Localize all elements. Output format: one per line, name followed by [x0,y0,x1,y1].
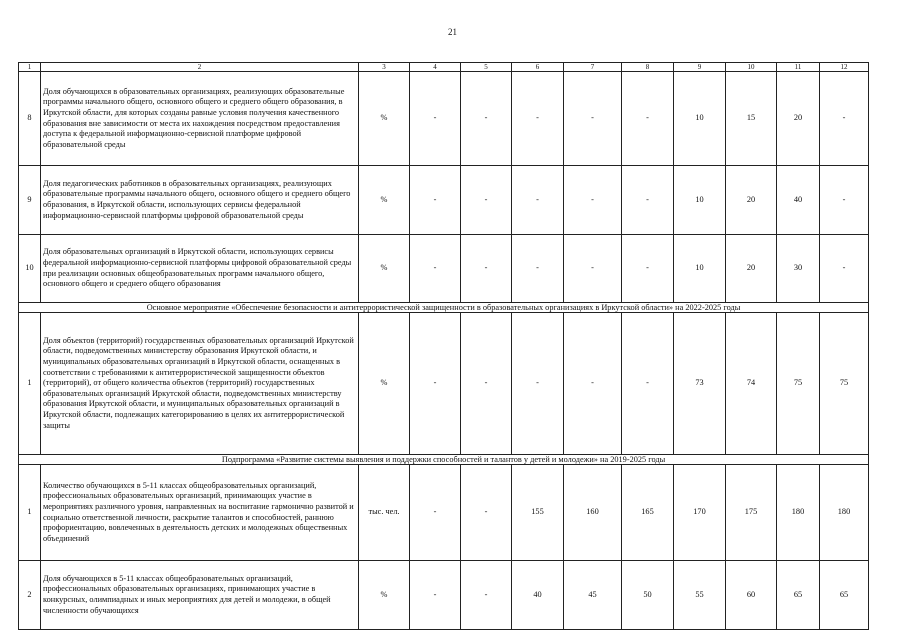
value-cell: 15 [726,72,777,166]
column-header: 6 [512,63,564,72]
value-cell: 75 [777,313,820,455]
value-cell: - [410,313,461,455]
column-header: 12 [820,63,869,72]
value-cell: - [410,561,461,630]
column-header: 9 [674,63,726,72]
value-cell: 74 [726,313,777,455]
value-cell: - [410,72,461,166]
value-cell: 40 [512,561,564,630]
table-row [19,313,869,455]
column-header: 8 [622,63,674,72]
value-cell: - [564,313,622,455]
indicators-table [18,62,869,630]
unit-cell: % [359,561,410,630]
value-cell: - [461,465,512,561]
value-cell: - [564,166,622,235]
value-cell: - [512,313,564,455]
value-cell: 45 [564,561,622,630]
page-number: 21 [448,27,457,37]
indicator-description: Доля образовательных организаций в Иркутской области, использующих сервисы федеральной информационно-сервисной платформы цифровой образовательной среды при реализации основных общеобразовательных программ начального общего, основного общего и среднего общего образования [41,235,359,303]
unit-cell: % [359,313,410,455]
value-cell: - [820,72,869,166]
row-number: 8 [19,72,41,166]
value-cell: - [622,166,674,235]
column-header: 3 [359,63,410,72]
value-cell: 60 [726,561,777,630]
table-row [19,72,869,166]
unit-cell: % [359,235,410,303]
value-cell: - [820,166,869,235]
value-cell: 40 [777,166,820,235]
value-cell: 170 [674,465,726,561]
value-cell: 73 [674,313,726,455]
value-cell: - [512,166,564,235]
row-number: 1 [19,465,41,561]
value-cell: - [622,72,674,166]
value-cell: 30 [777,235,820,303]
value-cell: 180 [820,465,869,561]
value-cell: 75 [820,313,869,455]
value-cell: - [461,313,512,455]
value-cell: - [622,313,674,455]
value-cell: - [564,72,622,166]
indicator-description: Доля педагогических работников в образовательных организациях, реализующих образовательные программы начального общего, основного общего и среднего общего образования, в Иркутской области, использующих сервисы федеральной информационно-сервисной платформы цифровой образовательной среды [41,166,359,235]
value-cell: - [622,235,674,303]
column-header: 4 [410,63,461,72]
value-cell: 55 [674,561,726,630]
value-cell: - [461,561,512,630]
unit-cell: % [359,166,410,235]
value-cell: 65 [777,561,820,630]
row-number: 9 [19,166,41,235]
column-header: 1 [19,63,41,72]
column-header: 2 [41,63,359,72]
value-cell: 10 [674,72,726,166]
value-cell: - [512,235,564,303]
section-row [19,455,869,465]
indicator-description: Доля объектов (территорий) государственных образовательных организаций Иркутской области, подведомственных министерству образования Иркутской области, и муниципальных образовательных организаций в Иркутской области, оснащенных в соответствии с требованиями к антитеррористической защищенности объектов (территорий), от общего количества объектов (территорий) государственных образовательных организаций Иркутской области, подведомственных министерству образования Иркутской области, и муниципальных образовательных организаций в Иркутской области, подлежащих категорированию в целях их антитеррористической защиты [41,313,359,455]
value-cell: - [410,465,461,561]
value-cell: - [461,72,512,166]
row-number: 2 [19,561,41,630]
value-cell: - [564,235,622,303]
value-cell: 180 [777,465,820,561]
value-cell: 20 [726,166,777,235]
section-title: Основное мероприятие «Обеспечение безопасности и антитеррористической защищенности в образовательных организациях в Иркутской области» на 2022-2025 годы [19,303,869,313]
value-cell: - [410,166,461,235]
value-cell: - [461,166,512,235]
table-row [19,561,869,630]
column-header: 11 [777,63,820,72]
value-cell: 10 [674,166,726,235]
table-row [19,465,869,561]
value-cell: 165 [622,465,674,561]
value-cell: 20 [726,235,777,303]
section-row [19,303,869,313]
header-row [19,63,869,72]
value-cell: - [410,235,461,303]
column-header: 10 [726,63,777,72]
column-header: 7 [564,63,622,72]
row-number: 10 [19,235,41,303]
section-title: Подпрограмма «Развитие системы выявления и поддержки способностей и талантов у детей и молодежи» на 2019-2025 годы [19,455,869,465]
table-row [19,166,869,235]
value-cell: 65 [820,561,869,630]
value-cell: 20 [777,72,820,166]
value-cell: - [512,72,564,166]
indicator-description: Доля обучающихся в образовательных организациях, реализующих образовательные программы начального общего, основного общего и среднего общего образования, в Иркутской области, для которых созданы равные условия получения качественного образования вне зависимости от места их нахождения посредством предоставления доступа к федеральной информационно-сервисной платформе цифровой образовательной среды [41,72,359,166]
table-row [19,235,869,303]
indicator-description: Количество обучающихся в 5-11 классах общеобразовательных организаций, профессиональных образовательных организаций, принимающих участие в мероприятиях различного уровня, направленных на воспитание гармонично развитой и социально ответственной личности, раскрытие талантов и способностей, раннюю профориентацию, вовлеченных в деятельность детских и молодежных общественных объединений [41,465,359,561]
row-number: 1 [19,313,41,455]
unit-cell: тыс. чел. [359,465,410,561]
value-cell: 10 [674,235,726,303]
column-header: 5 [461,63,512,72]
indicator-description: Доля обучающихся в 5-11 классах общеобразовательных организаций, профессиональных образовательных организациях, принимающих участие в конкурсных, олимпиадных и иных мероприятиях для детей и молодежи, в общей численности обучающихся [41,561,359,630]
value-cell: - [461,235,512,303]
unit-cell: % [359,72,410,166]
value-cell: 155 [512,465,564,561]
value-cell: 175 [726,465,777,561]
value-cell: - [820,235,869,303]
value-cell: 50 [622,561,674,630]
value-cell: 160 [564,465,622,561]
